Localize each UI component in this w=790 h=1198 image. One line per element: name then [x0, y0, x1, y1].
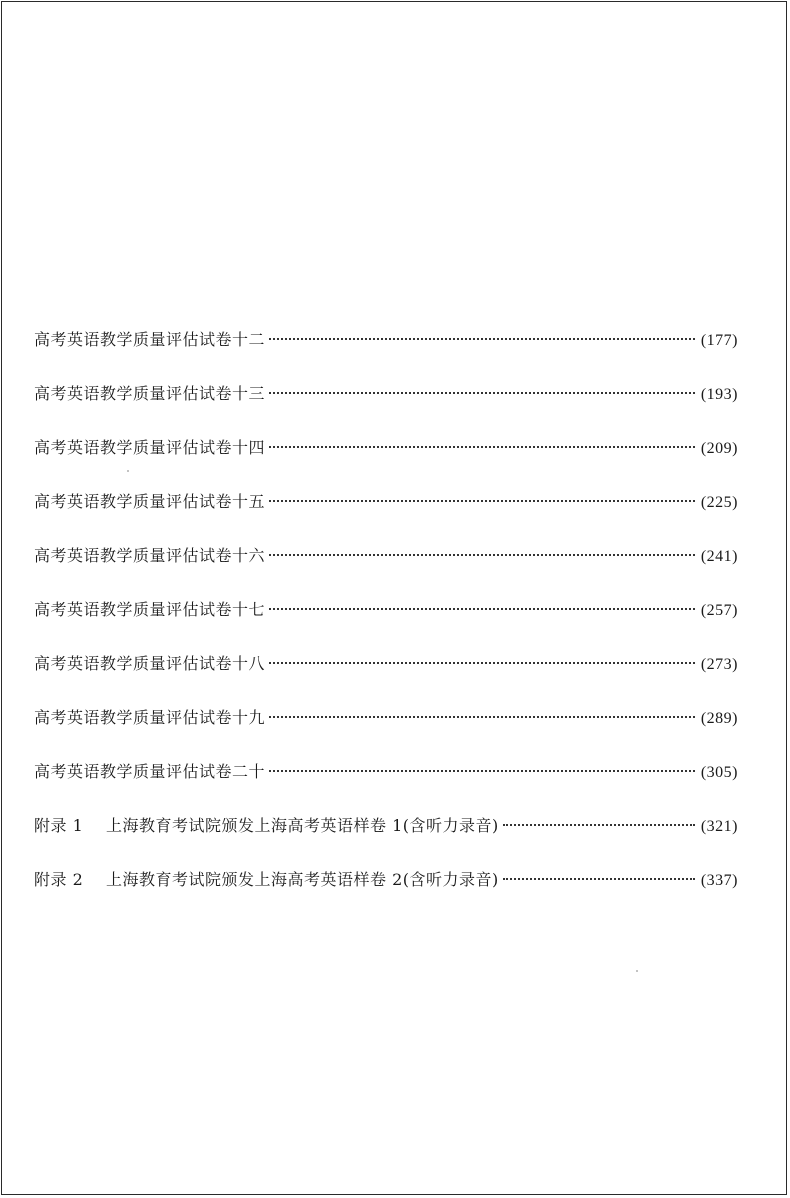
toc-entry-title: 高考英语教学质量评估试卷十八 — [34, 654, 266, 673]
paper-speck — [127, 470, 129, 472]
appendix-title: 上海教育考试院颁发上海高考英语样卷 2(含听力录音) — [106, 870, 499, 889]
toc-entry-title: 高考英语教学质量评估试卷二十 — [34, 762, 266, 781]
toc-entry-appendix-1[interactable] — [34, 808, 738, 862]
toc-entry[interactable] — [34, 754, 738, 808]
toc-page-number: (289) — [700, 710, 738, 727]
toc-entry-title: 高考英语教学质量评估试卷十九 — [34, 708, 266, 727]
toc-page-number: (177) — [700, 332, 738, 349]
toc-entry-title: 高考英语教学质量评估试卷十六 — [34, 546, 266, 565]
toc-page-number: (225) — [700, 494, 738, 511]
toc-entry[interactable] — [34, 322, 738, 376]
appendix-title: 上海教育考试院颁发上海高考英语样卷 1(含听力录音) — [106, 816, 499, 835]
toc-entry[interactable] — [34, 430, 738, 484]
toc-entry-title — [34, 808, 499, 844]
dot-leader — [269, 770, 695, 772]
toc-entry-title: 高考英语教学质量评估试卷十二 — [34, 330, 266, 349]
toc-entry-title: 高考英语教学质量评估试卷十三 — [34, 384, 266, 403]
dot-leader — [269, 338, 695, 340]
paper-speck — [636, 970, 638, 972]
toc-entry-appendix-2[interactable] — [34, 862, 738, 916]
dot-leader — [269, 392, 695, 394]
appendix-label: 附录 2 — [34, 870, 84, 889]
toc-page-number: (305) — [700, 764, 738, 781]
dot-leader — [269, 446, 695, 448]
dot-leader — [269, 608, 695, 610]
dot-leader — [269, 554, 695, 556]
toc-page-number: (337) — [700, 872, 738, 889]
toc-entry[interactable] — [34, 376, 738, 430]
toc-page-number: (193) — [700, 386, 738, 403]
toc-entry[interactable] — [34, 538, 738, 592]
dot-leader — [503, 878, 695, 880]
toc-entry[interactable] — [34, 646, 738, 700]
dot-leader — [269, 716, 695, 718]
toc-entry[interactable] — [34, 700, 738, 754]
toc-entry-title: 高考英语教学质量评估试卷十七 — [34, 600, 266, 619]
toc-entry-title: 高考英语教学质量评估试卷十五 — [34, 492, 266, 511]
toc-entry-title: 高考英语教学质量评估试卷十四 — [34, 438, 266, 457]
toc-page-number: (209) — [700, 440, 738, 457]
toc-entry[interactable] — [34, 592, 738, 646]
toc-page-number: (257) — [700, 602, 738, 619]
dot-leader — [503, 824, 695, 826]
toc-page-number: (241) — [700, 548, 738, 565]
toc-page-number: (321) — [700, 818, 738, 835]
table-of-contents — [34, 322, 738, 916]
toc-entry-title — [34, 862, 499, 898]
toc-entry[interactable] — [34, 484, 738, 538]
dot-leader — [269, 500, 695, 502]
appendix-label: 附录 1 — [34, 816, 84, 835]
toc-page-number: (273) — [700, 656, 738, 673]
dot-leader — [269, 662, 695, 664]
